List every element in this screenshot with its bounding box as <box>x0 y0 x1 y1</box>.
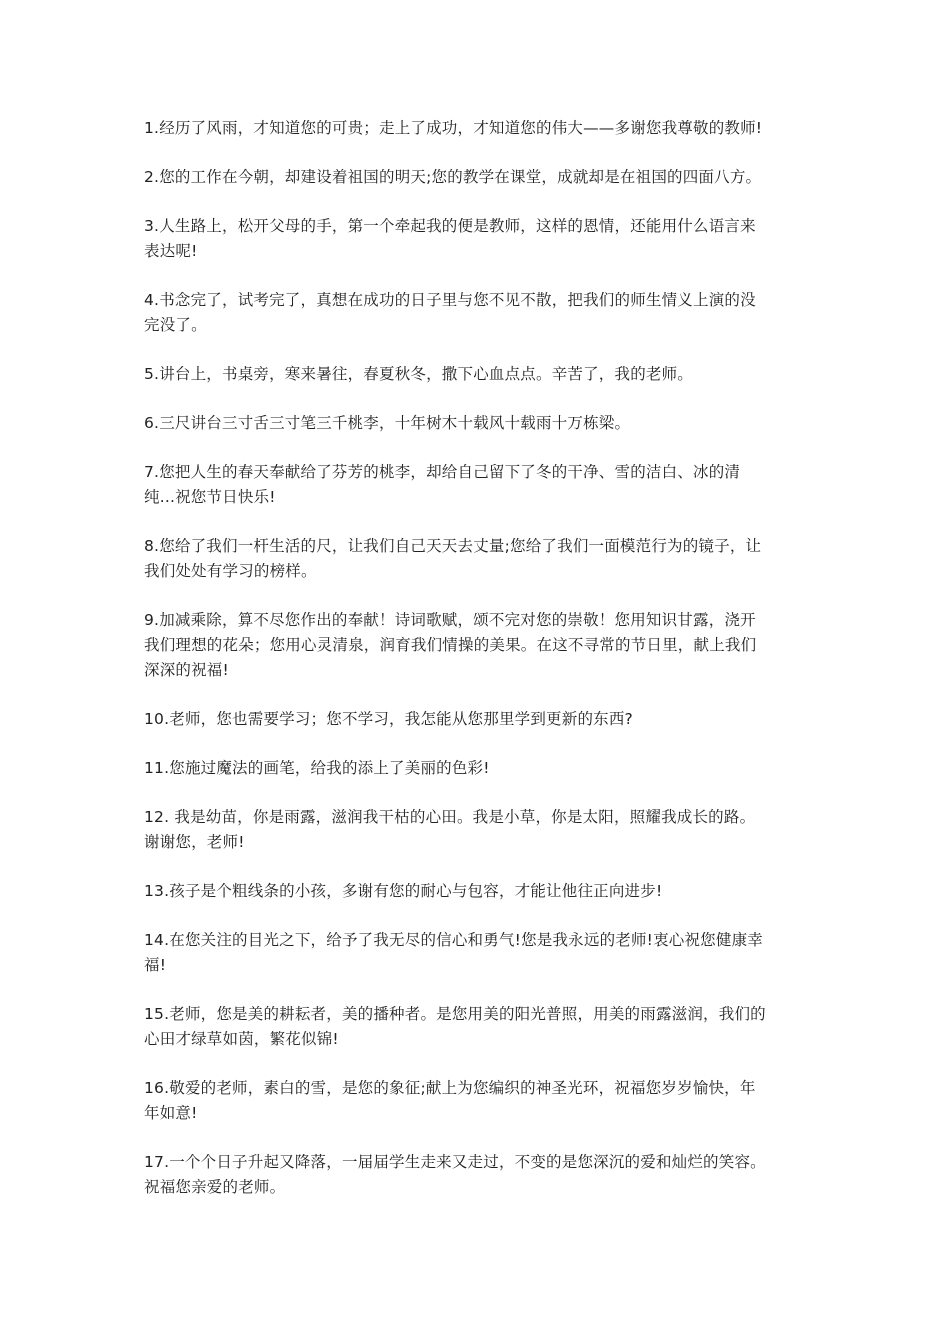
paragraph-3: 3.人生路上，松开父母的手，第一个牵起我的便是教师，这样的恩情，还能用什么语言来 表达呢! <box>144 217 756 260</box>
paragraph-7: 7.您把人生的春天奉献给了芬芳的桃李，却给自己留下了冬的干净、雪的洁白、冰的清 纯...祝您节日快乐! <box>144 463 741 506</box>
paragraph-10: 10.老师，您也需要学习；您不学习，我怎能从您那里学到更新的东西? <box>144 710 633 728</box>
paragraph-2: 2.您的工作在今朝，却建设着祖国的明天;您的教学在课堂，成就却是在祖国的四面八方。 <box>144 168 762 186</box>
paragraph-1: 1.经历了风雨，才知道您的可贵；走上了成功，才知道您的伟大——多谢您我尊敬的教师! <box>144 119 763 137</box>
document-body <box>144 116 808 1224</box>
paragraph-15: 15.老师，您是美的耕耘者，美的播种者。是您用美的阳光普照，用美的雨露滋润，我们的 心田才绿草如茵，繁花似锦! <box>144 1005 766 1048</box>
paragraph-6: 6.三尺讲台三寸舌三寸笔三千桃李，十年树木十载风十载雨十万栋梁。 <box>144 414 631 432</box>
paragraph-12: 12. 我是幼苗，你是雨露，滋润我干枯的心田。我是小草，你是太阳，照耀我成长的路。 谢谢您，老师! <box>144 808 756 851</box>
paragraph-17: 17.一个个日子升起又降落，一届届学生走来又走过，不变的是您深沉的爱和灿烂的笑容。 祝福您亲爱的老师。 <box>144 1153 766 1196</box>
paragraph-8: 8.您给了我们一杆生活的尺，让我们自己天天去丈量;您给了我们一面模范行为的镜子，让 我们处处有学习的榜样。 <box>144 537 762 580</box>
paragraph-13: 13.孩子是个粗线条的小孩，多谢有您的耐心与包容，才能让他往正向进步! <box>144 882 663 900</box>
paragraph-11: 11.您施过魔法的画笔，给我的添上了美丽的色彩! <box>144 759 490 777</box>
paragraph-4: 4.书念完了，试考完了，真想在成功的日子里与您不见不散，把我们的师生情义上演的没 完没了。 <box>144 291 756 334</box>
paragraph-16: 16.敬爱的老师，素白的雪，是您的象征;献上为您编织的神圣光环，祝福您岁岁愉快，年 年如意! <box>144 1079 756 1122</box>
paragraph-14: 14.在您关注的目光之下，给予了我无尽的信心和勇气!您是我永远的老师!衷心祝您健康幸 福! <box>144 931 763 974</box>
paragraph-5: 5.讲台上，书桌旁，寒来暑往，春夏秋冬，撒下心血点点。辛苦了，我的老师。 <box>144 365 693 383</box>
paragraph-9: 9.加减乘除，算不尽您作出的奉献！诗词歌赋，颂不完对您的崇敬！您用知识甘露，浇开 我们理想的花朵；您用心灵清泉，润育我们情操的美果。在这不寻常的节日里，献上我们 深深的祝福! <box>144 611 757 679</box>
